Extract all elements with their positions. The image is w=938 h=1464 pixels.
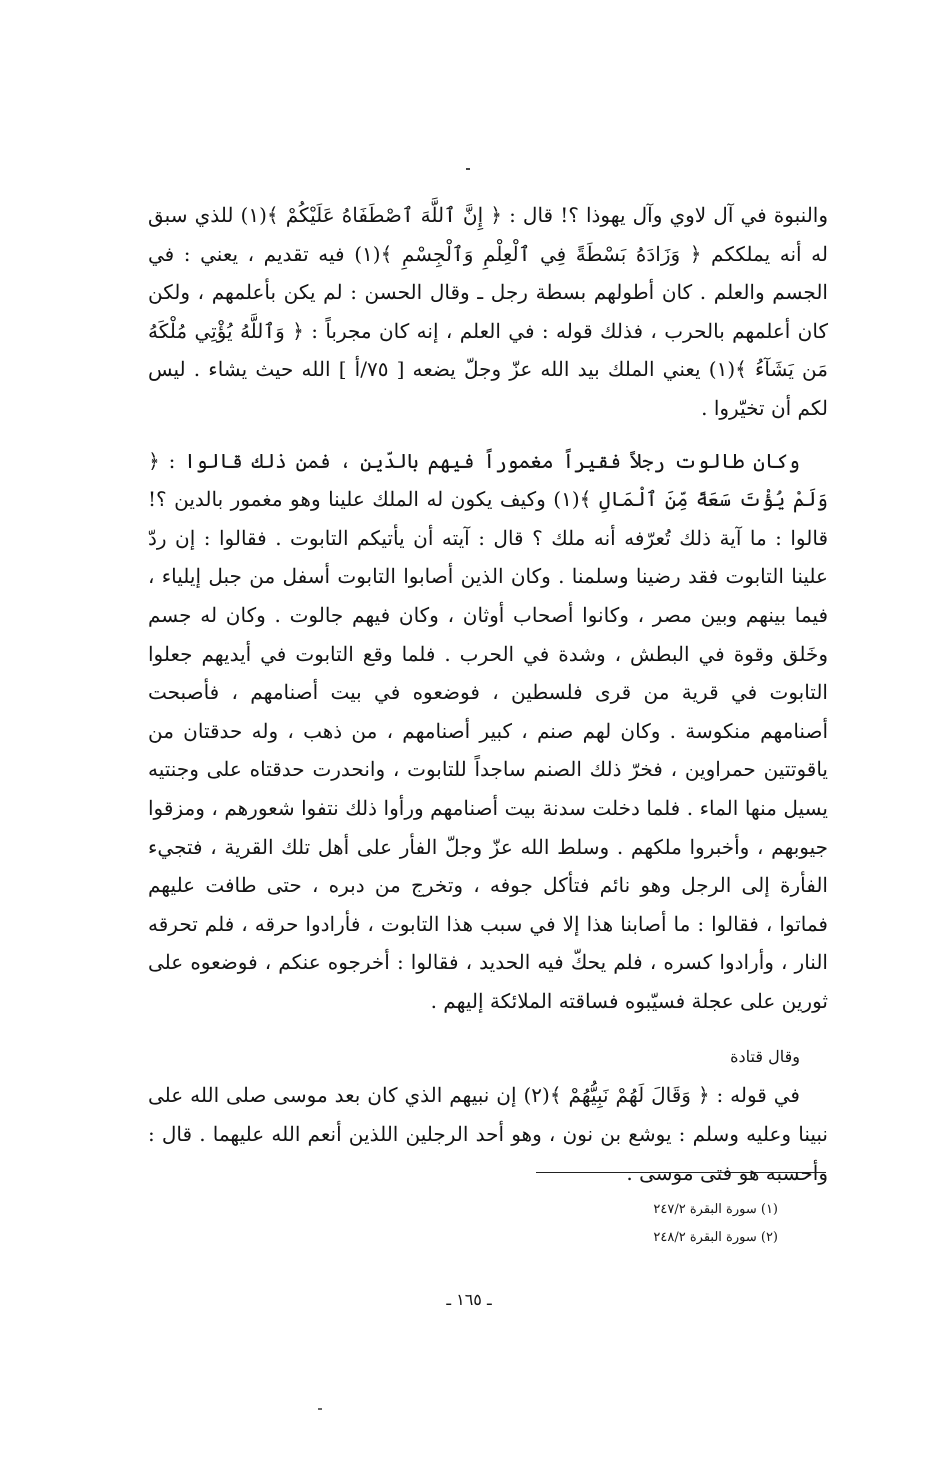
paragraph-2: وكان طالوت رجلاً فقيراً مغموراً فيهم بالدّين ، فمن ذلك قالوا : ﴿ وَلَمْ يُؤْتَ سَعَةً مِّنَ ٱلْمَالِ ﴾(١) وكيف يكون له الملك علينا وهو مغمور بالدين ؟! قالوا : ما آية ذلك تُعرّفه أنه ملك ؟ قال : آيته أن يأتيكم التابوت . فقالوا : إن ردّ علينا التابوت فقد رضينا وسلمنا . وكان الذين أصابوا التابوت أسفل من جبل إيلياء ، فيما بينهم وبين مصر ، وكانوا أصحاب أوثان ، وكان فيهم جالوت . وكان له جسم وخَلق وقوة في البطش ، وشدة في الحرب . فلما وقع التابوت في أيديهم جعلوا التابوت في قرية من قرى فلسطين ، فوضعوه في بيت أصنامهم ، فأصبحت أصنامهم منكوسة . وكان لهم صنم ، كبير أصنامهم ، من ذهب ، وله حدقتان من ياقوتتين حمراوين ، فخرّ ذلك الصنم ساجداً للتابوت ، وانحدرت حدقتاه على وجنتيه يسيل منها الماء . فلما دخلت سدنة بيت أصنامهم ورأوا ذلك نتفوا شعورهم ، ومزقوا جيوبهم ، وأخبروا ملكهم . وسلط الله عزّ وجلّ الفأر على أهل تلك القرية ، فتجيء الفأرة إلى الرجل وهو نائم فتأكل جوفه ، وتخرج من دبره ، حتى طافت عليهم فماتوا ، فقالوا : ما أصابنا هذا إلا في سبب هذا التابوت ، فأرادوا حرقه ، فلم تحرقه النار ، وأرادوا كسره ، فلم يحكّ فيه الحديد ، فقالوا : أخرجوه عنكم ، فوضعوه على ثورين على عجلة فسيّبوه فساقته الملائكة إليهم . (148, 448, 828, 1013)
main-text-block (148, 196, 828, 1192)
footnote-divider (536, 1172, 826, 1173)
paragraph-1: والنبوة في آل لاوي وآل يهوذا ؟! قال : ﴿ إِنَّ ٱللَّهَ ٱصْطَفَاهُ عَلَيْكُمْ ﴾(١) للذي سبق له أنه يملككم ﴿ وَزَادَهُ بَسْطَةً فِي ٱلْعِلْمِ وَٱلْجِسْمِ ﴾(١) فيه تقديم ، يعني : في الجسم والعلم . كان أطولهم بسطة رجل ـ وقال الحسن : لم يكن بأعلمهم ، ولكن كان أعلمهم بالحرب ، فذلك قوله : في العلم ، إنه كان مجرباً : ﴿ وَٱللَّهُ يُؤْتِي مُلْكَهُ مَن يَشَآءُ ﴾(١) يعني الملك بيد الله عزّ وجلّ يضعه [ ٧٥/أ ] الله حيث يشاء . ليس لكم أن تخيّروا . (148, 203, 828, 420)
footnote-1: (١) سورة البقرة ٢٤٧/٢ (653, 1202, 778, 1217)
paragraph-3: في قوله : ﴿ وَقَالَ لَهُمْ نَبِيُّهُمْ ﴾(٢) إن نبيهم الذي كان بعد موسى صلى الله على نبينا وعليه وسلم : يوشع بن نون ، وهو أحد الرجلين اللذين أنعم الله عليهما . قال : وأحسبه هو فتى موسى . (148, 1083, 828, 1185)
scan-speck-bottom (318, 1408, 322, 1410)
section-heading-qatada: وقال قتادة (730, 1047, 800, 1067)
scan-speck-top (466, 168, 470, 170)
footnote-2: (٢) سورة البقرة ٢٤٨/٢ (653, 1230, 778, 1245)
page-number: ـ ١٦٥ ـ (446, 1290, 492, 1309)
footnotes (520, 1196, 778, 1252)
